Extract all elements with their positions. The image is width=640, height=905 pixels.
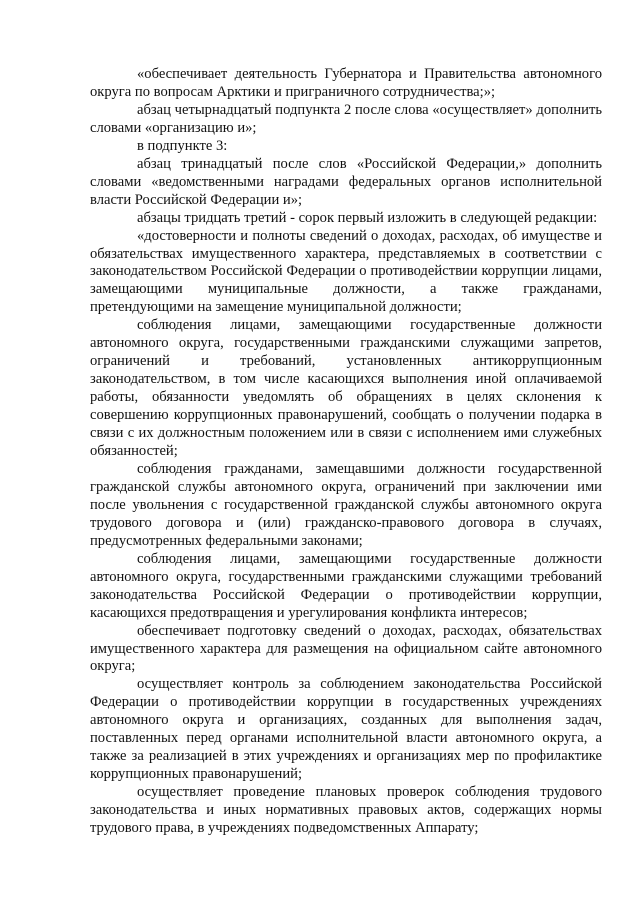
paragraph: «обеспечивает деятельность Губернатора и Правительства автономного округа по вопросам Арктики и приграничного сотрудничества;»; bbox=[90, 66, 602, 100]
paragraph: соблюдения гражданами, замещавшими должности государственной гражданской службы автономного округа, ограничений при заключении ими после увольнения с государственной гражданской службы автономного округа трудового договора и (или) гражданско-правового договора в случаях, предусмотренных федеральными законами; bbox=[90, 460, 602, 549]
paragraph: осуществляет контроль за соблюдением законодательства Российской Федерации о противодействии коррупции в государственных учреждениях автономного округа и организациях, созданных для выполнения задач, поставленных перед органами исполнительной власти автономного округа, а также за реализацией в этих учреждениях и организациях мер по профилактике коррупционных правонарушений; bbox=[90, 676, 602, 783]
paragraph: в подпункте 3: bbox=[137, 137, 228, 154]
paragraph: «достоверности и полноты сведений о доходах, расходах, об имуществе и обязательствах имущественного характера, представляемых в соответствии с законодательством Российской Федерации о противодействии коррупции лицами, замещающими муниципальные должности, а также гражданами, претендующими на замещение муниципальной должности; bbox=[90, 227, 602, 316]
paragraph: абзац тринадцатый после слов «Российской Федерации,» дополнить словами «ведомственными наградами федеральных органов исполнительной власти Российской Федерации и»; bbox=[90, 155, 602, 208]
paragraph: соблюдения лицами, замещающими государственные должности автономного округа, государственными гражданскими служащими требований законодательства Российской Федерации о противодействии коррупции, касающихся предотвращения и урегулирования конфликта интересов; bbox=[90, 550, 602, 621]
document-page bbox=[90, 66, 602, 838]
paragraph: соблюдения лицами, замещающими государственные должности автономного округа, государственными гражданскими служащими запретов, ограничений и требований, установленных антикоррупционным законодательством, в том числе касающихся выполнения иной оплачиваемой работы, обязанности уведомлять об обращениях в целях склонения к совершению коррупционных правонарушений, сообщать о получении подарка в связи с их должностным положением или в связи с исполнением ими служебных обязанностей; bbox=[90, 317, 602, 460]
paragraph: абзацы тридцать третий - сорок первый изложить в следующей редакции: bbox=[137, 209, 598, 226]
paragraph: обеспечивает подготовку сведений о доходах, расходах, обязательствах имущественного характера для размещения на официальном сайте автономного округа; bbox=[90, 622, 602, 675]
paragraph: осуществляет проведение плановых проверок соблюдения трудового законодательства и иных нормативных правовых актов, содержащих нормы трудового права, в учреждениях подведомственных Аппарату; bbox=[90, 784, 602, 837]
paragraph: абзац четырнадцатый подпункта 2 после слова «осуществляет» дополнить словами «организацию и»; bbox=[90, 101, 602, 136]
